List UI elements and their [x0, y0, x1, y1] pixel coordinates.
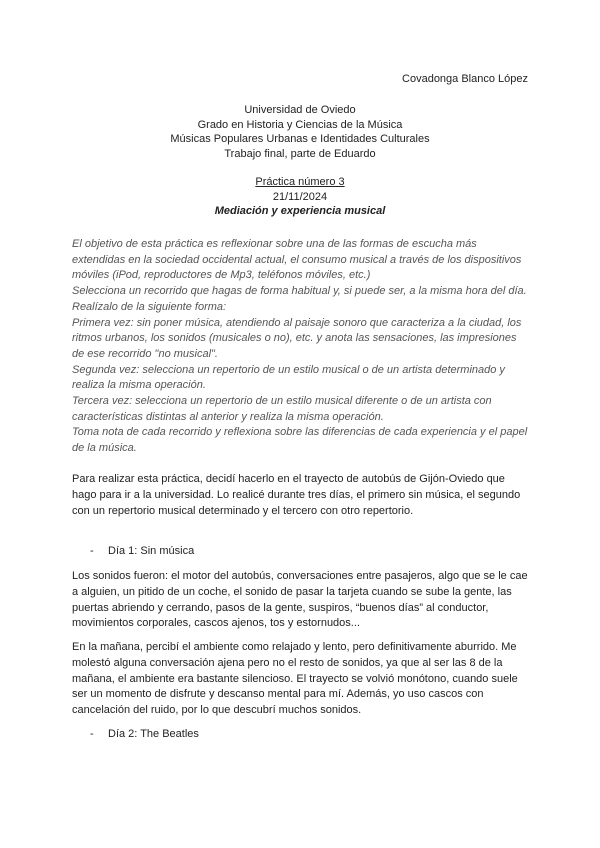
instruction-line: El objetivo de esta práctica es reflexionar sobre una de las formas de escucha más extendidas en la sociedad occidental actual, el consumo musical a través de los dispositivos móviles (iPod, reproductores de Mp3, teléfonos móviles, etc.) [72, 238, 522, 282]
course-line: Músicas Populares Urbanas e Identidades Culturales [170, 133, 430, 146]
day1-sounds-paragraph: Los sonidos fueron: el motor del autobús, conversaciones entre pasajeros, algo que se le cae a alguien, un pitido de un coche, el sonido de pasar la tarjeta cuando se sube la gente, las puertas abriendo y cerrando, pasos de la gente, suspiros, “buenos días” al conductor, movimientos corporales, cascos ajenos, tos y estornudos... [72, 570, 528, 630]
instruction-line: Selecciona un recorrido que hagas de forma habitual y, si puede ser, a la misma hora del día. Realízalo de la siguiente forma: [72, 285, 527, 313]
bullet-dash: - [90, 545, 94, 557]
bullet-dash: - [90, 728, 94, 740]
degree-line: Grado en Historia y Ciencias de la Música [197, 118, 403, 131]
day2-heading: Día 2: The Beatles [108, 728, 199, 740]
author-name: Covadonga Blanco López [402, 73, 528, 85]
university-line: Universidad de Oviedo [244, 104, 356, 116]
instruction-line: Segunda vez: selecciona un repertorio de un estilo musical o de un artista determinado y realiza la misma operación. [72, 363, 505, 392]
document-header [72, 103, 528, 161]
practice-title: Práctica número 3 [255, 176, 345, 188]
work-line: Trabajo final, parte de Eduardo [224, 147, 376, 160]
instruction-line: Tercera vez: selecciona un repertorio de un estilo musical diferente o de un artista con características distintas al anterior y realiza la misma operación. [72, 395, 492, 423]
day1-heading-item [90, 544, 194, 558]
day1-reflection-paragraph: En la mañana, percibí el ambiente como relajado y lento, pero definitivamente aburrido. Me molestó alguna conversación ajena pero no el resto de sonidos, ya que al ser las 8 de la mañana, el ambiente era bastante silencioso. El trayecto se volvió monótono, cuando suele ser un momento de disfrute y descanso mental para mí. Además, yo uso cascos con cancelación del ruido, por lo que descubrí muchos sonidos. [72, 641, 518, 717]
instructions-block [72, 237, 528, 457]
day2-heading-item [90, 727, 199, 741]
day1-heading: Día 1: Sin música [108, 545, 195, 557]
instruction-line: Primera vez: sin poner música, atendiendo al paisaje sonoro que caracteriza a la ciudad, los ritmos urbanos, los sonidos (musicales o no), etc. y anota las sensaciones, las impresiones de ese recorrido "no musical". [72, 316, 522, 360]
practice-heading [72, 175, 528, 219]
practice-subtitle: Mediación y experiencia musical [214, 205, 386, 218]
instruction-line: Toma nota de cada recorrido y reflexiona sobre las diferencias de cada experiencia y el papel de la música. [72, 426, 528, 455]
practice-date: 21/11/2024 [272, 190, 328, 203]
intro-paragraph: Para realizar esta práctica, decidí hacerlo en el trayecto de autobús de Gijón-Oviedo que hago para ir a la universidad. Lo realicé durante tres días, el primero sin música, el segundo con un repertorio musical determinado y el tercero con otro repertorio. [72, 473, 521, 517]
